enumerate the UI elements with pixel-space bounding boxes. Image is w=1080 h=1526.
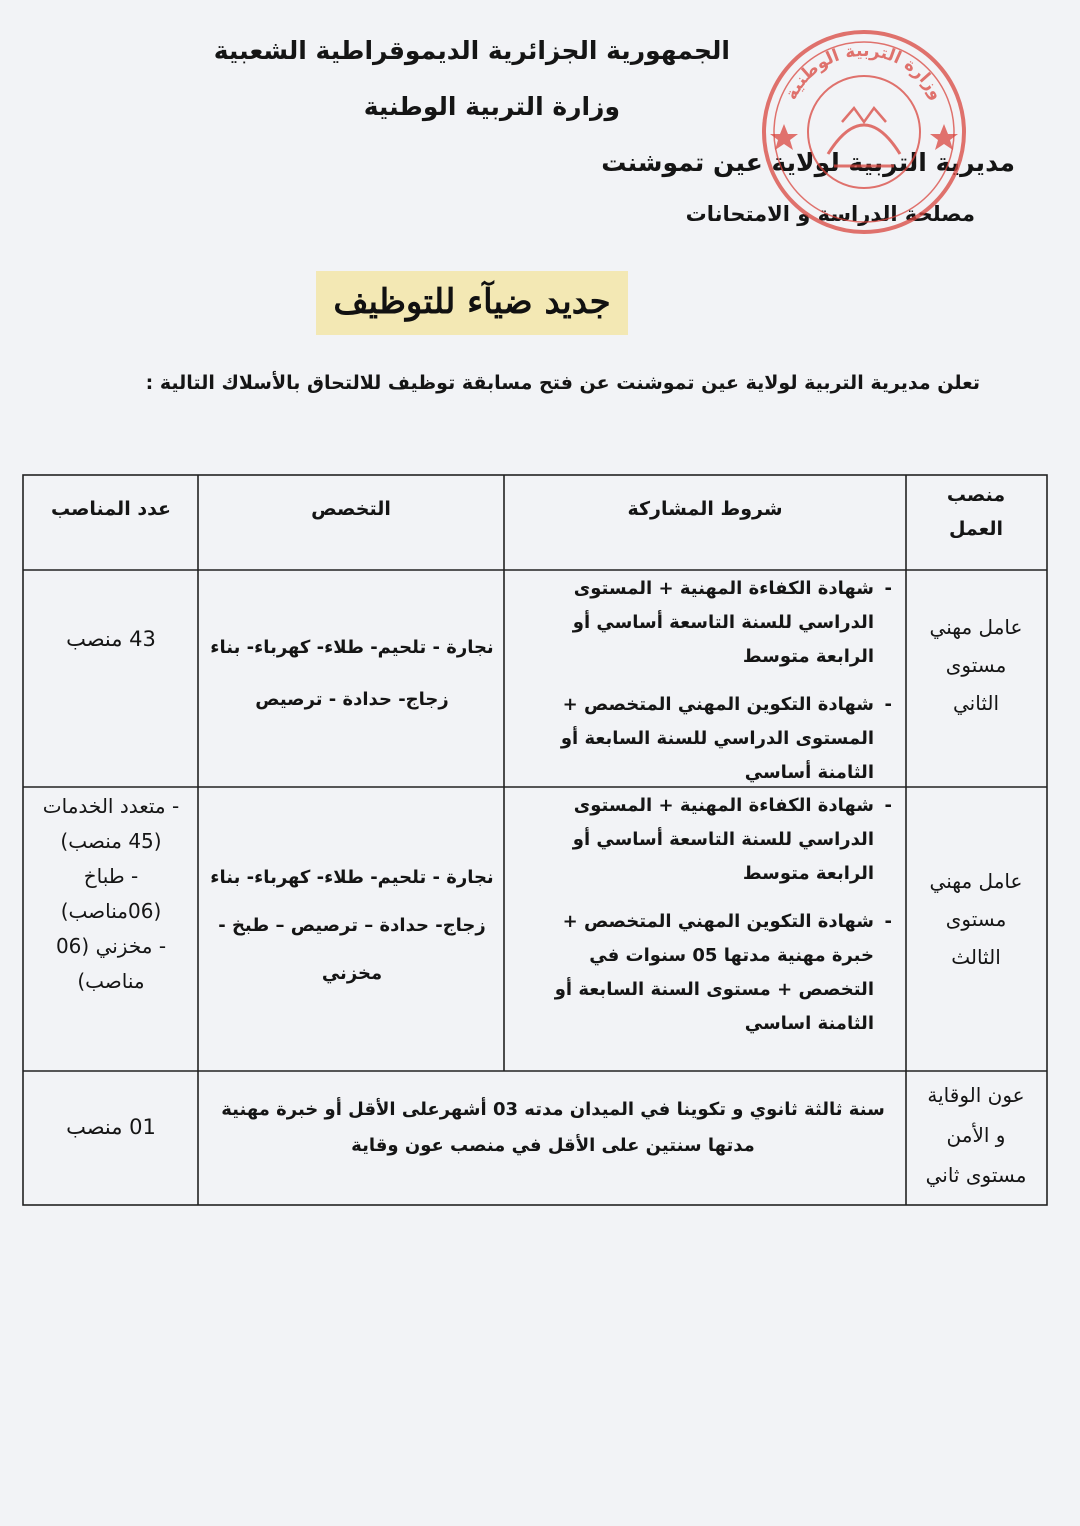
- row-1-post: عامل مهني مستوى الثاني: [929, 615, 1023, 715]
- row-2-post: عامل مهني مستوى الثالث: [929, 869, 1023, 969]
- header-conditions: شروط المشاركة: [627, 498, 783, 520]
- header-count: عدد المناصب: [50, 498, 172, 520]
- row-1-conditions: [518, 570, 896, 804]
- svg-text:وزارة التربية الوطنية: وزارة التربية الوطنية: [781, 40, 947, 104]
- header-specialty: التخصص: [311, 498, 391, 520]
- row-1-condition-2: - شهادة التكوين المهني المتخصص + المستوى الدراسي للسنة السابعة أو الثامنة أساسي: [518, 688, 874, 790]
- row-3-conditions: سنة ثالثة ثانوي و تكوينا في الميدان مدته 03 أشهرعلى الأقل أو خبرة مهنية مدتها سنتين على الأقل في منصب عون وقاية: [221, 1099, 885, 1156]
- header-post: منصب العمل: [946, 484, 1006, 540]
- row-3-count: 01 منصب: [66, 1115, 156, 1139]
- row-1-specialty: نجارة - تلحيم- طلاء- كهرباء- بناء زجاج- حدادة - ترصيص: [210, 637, 494, 710]
- directorate-title: مديرية التربية لولاية عين تموشنت: [601, 148, 1015, 177]
- ministry-title: وزارة التربية الوطنية: [363, 92, 620, 121]
- row-1-condition-1: - شهادة الكفاءة المهنية + المستوى الدراسي للسنة التاسعة أساسي أو الرابعة متوسط: [518, 572, 874, 674]
- row-2-count: - متعدد الخدمات (45 منصب) - طباخ (06مناصب) - مخزني (06 مناصب): [42, 794, 180, 993]
- row-2-condition-2: - شهادة التكوين المهني المتخصص + خبرة مهنية مدتها 05 سنوات في التخصص + مستوى السنة السابعة أو الثامنة اساسي: [518, 905, 874, 1041]
- row-2-specialty: نجارة - تلحيم- طلاء- كهرباء- بناء زجاج- حدادة – ترصيص – طبخ - مخزني: [210, 867, 494, 984]
- row-3-post: عون الوقاية و الأمن مستوى ثاني: [925, 1083, 1027, 1187]
- row-2-conditions: [518, 787, 896, 1055]
- announcement-intro: تعلن مديرية التربية لولاية عين تموشنت عن فتح مسابقة توظيف للالتحاق بالأسلاك التالية :: [145, 372, 980, 394]
- official-seal-icon: [758, 26, 970, 238]
- recruitment-table: [22, 474, 1048, 1206]
- highlight-banner: جديد ضيآء للتوظيف: [316, 271, 628, 335]
- service-title: مصلحة الدراسة و الامتحانات: [685, 202, 975, 226]
- row-1-count: 43 منصب: [66, 627, 156, 651]
- republic-title: الجمهورية الجزائرية الديموقراطية الشعبية: [213, 36, 730, 65]
- row-2-condition-1: - شهادة الكفاءة المهنية + المستوى الدراسي للسنة التاسعة أساسي أو الرابعة متوسط: [518, 789, 874, 891]
